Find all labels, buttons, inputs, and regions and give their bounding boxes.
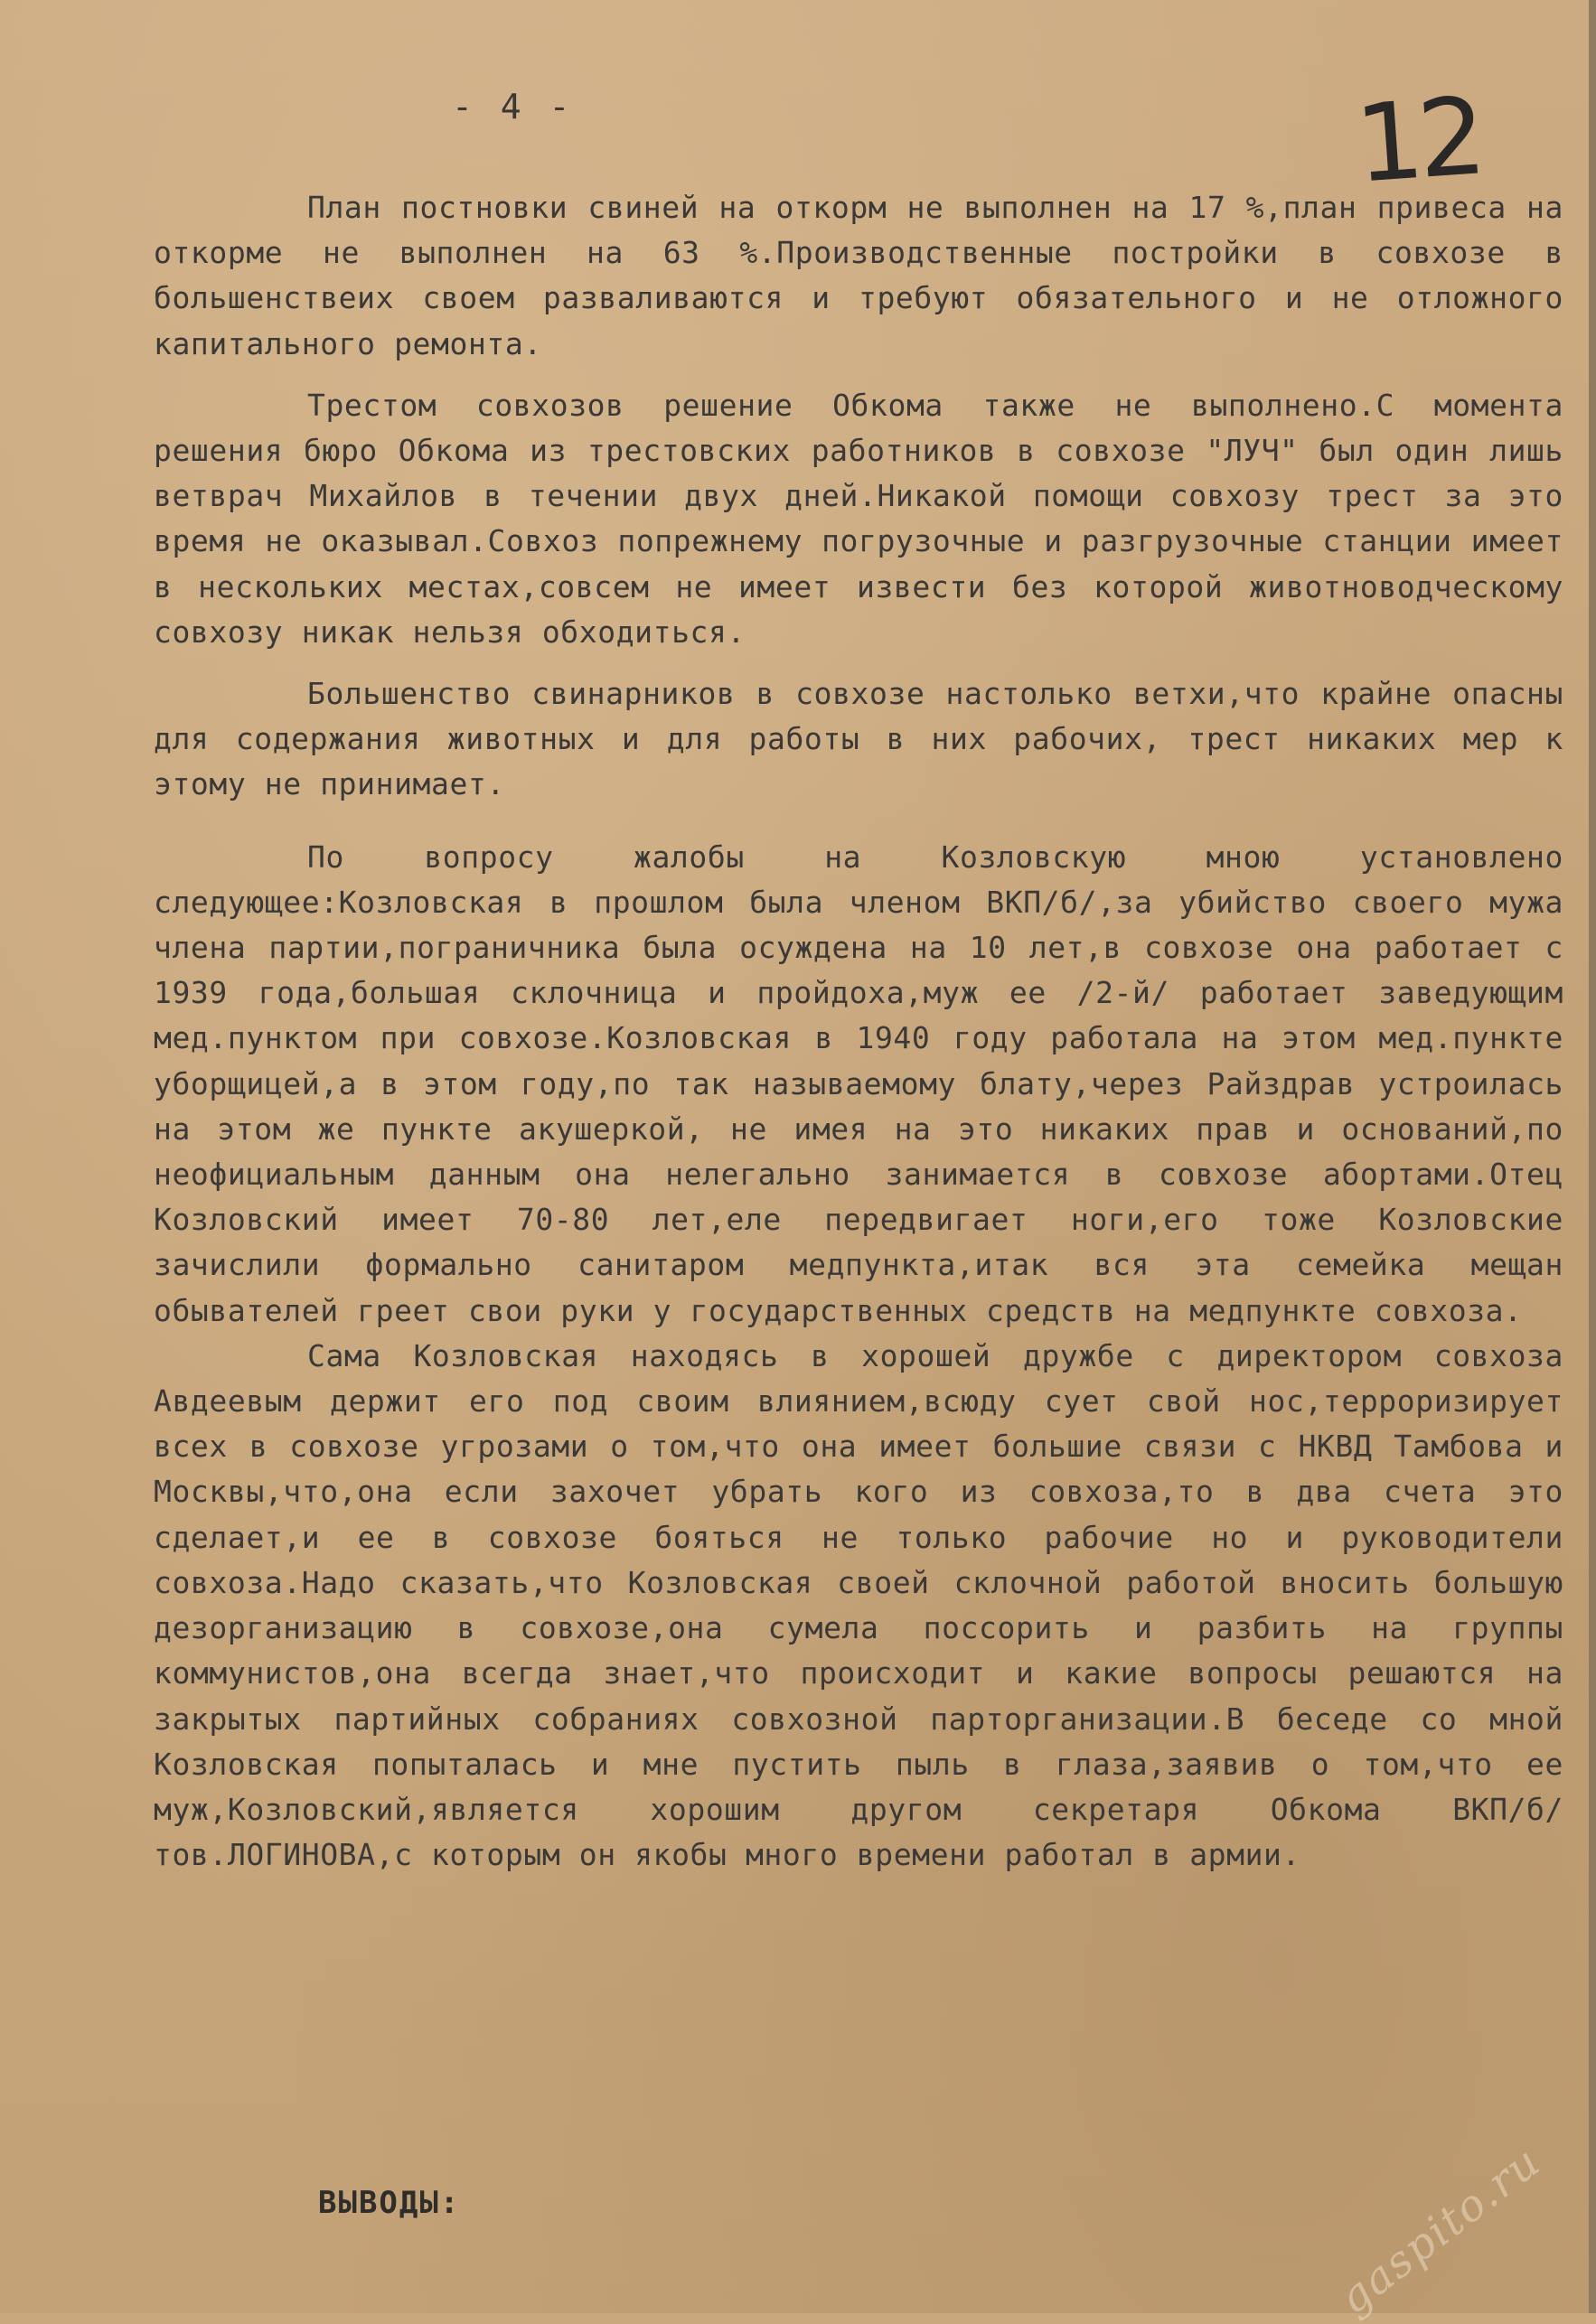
page-number: - 4 - (452, 87, 574, 127)
document-body (154, 185, 1563, 1878)
paragraph-pigsties: Большенство свинарников в совхозе настолько ветхи,что крайне опасны для содержания животных и для работы в них рабочих, трест никаких мер к этому не принимает. (154, 676, 1563, 802)
conclusions-heading: ВЫВОДЫ: (318, 2185, 461, 2221)
paragraph-trust: Трестом совхозов решение Обкома также не выполнено.С момента решения бюро Обкома из трестовских работников в совхозе "ЛУЧ" был один лишь ветврач Михайлов в течении двух дней.Никакой помощи совхозу трест за это время не оказывал.Совхоз попрежнему погрузочные и разгрузочные станции имеет в нескольких местах,совсем не имеет извести без которой животноводческому совхозу никак нельзя обходиться. (154, 387, 1563, 650)
paragraph-complaint: По вопросу жалобы на Козловскую мною установлено следующее:Козловская в прошлом была членом ВКП/б/,за убийство своего мужа члена партии,пограничника была осуждена на 10 лет,в совхозе она работает с 1939 года,большая склочница и пройдоха,муж ее /2-й/ работает заведующим мед.пунктом при совхозе.Козловская в 1940 году работала на этом мед.пункте уборщицей,а в этом году,по так называемому блату,через Райздрав устроилась на этом же пункте акушеркой, не имея на это никаких прав и оснований,по неофициальным данным она нелегально занимается в совхозе абортами.Отец Козловский имеет 70-80 лет,еле передвигает ноги,его тоже Козловские зачислили формально санитаром медпункта,итак вся эта семейка мещан обывателей греет свои руки у государственных средств на медпункте совхоза. (154, 839, 1563, 1328)
archive-sheet-number: 12 (1351, 73, 1485, 207)
paragraph-plan: План постновки свиней на откорм не выполнен на 17 %,план привеса на откорме не выполнен на 63 %.Производственные постройки в совхозе в большенствеих своем разваливаются и требуют обязательного и не отложного капитального ремонта. (154, 190, 1563, 361)
watermark: gaspito.ru (1329, 2135, 1551, 2324)
paragraph-kozlovskaya: Сама Козловская находясь в хорошей дружбе с директором совхоза Авдеевым держит его под своим влиянием,всюду сует свой нос,терроризирует всех в совхозе угрозами о том,что она имеет большие связи с НКВД Тамбова и Москвы,что,она если захочет убрать кого из совхоза,то в два счета это сделает,и ее в совхозе бояться не только рабочие но и руководители совхоза.Надо сказать,что Козловская своей склочной работой вносить большую дезорганизацию в совхозе,она сумела поссорить и разбить на группы коммунистов,она всегда знает,что происходит и какие вопросы решаются на закрытых партийных собраниях совхозной парторганизации.В беседе со мной Козловская попыталась и мне пустить пыль в глаза,заявив о том,что ее муж,Козловский,является хорошим другом секретаря Обкома ВКП/б/ тов.ЛОГИНОВА,с которым он якобы много времени работал в армии. (154, 1337, 1563, 1873)
page-edge (1589, 0, 1596, 2313)
